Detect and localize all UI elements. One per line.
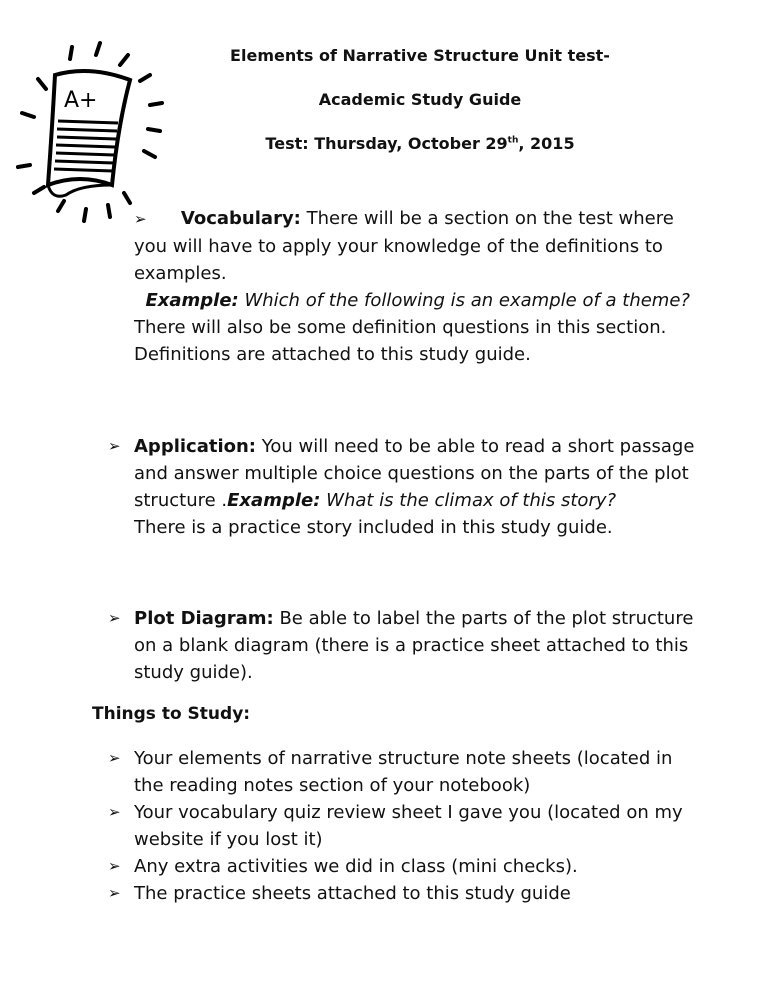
bullet-arrow-icon: ➢ xyxy=(134,210,147,228)
things-to-study-heading: Things to Study: xyxy=(92,704,251,724)
title-line-2: Academic Study Guide xyxy=(318,90,522,109)
application-text: You will need to be able to read a short passage and answer multiple choice questions on the parts of the plot structure . xyxy=(134,436,695,511)
vocabulary-note: There will also be some definition questions in this section. Definitions are attached to this study guide. xyxy=(134,317,667,365)
things-to-study-list xyxy=(108,745,704,907)
application-example-text: What is the climax of this story? xyxy=(320,490,617,511)
application-note: There is a practice story included in this study guide. xyxy=(134,517,613,538)
plot-diagram-section xyxy=(108,605,704,686)
list-item: ➢ The practice sheets attached to this study guide xyxy=(134,880,704,907)
list-item: ➢ Any extra activities we did in class (mini checks). xyxy=(134,853,704,880)
bullet-arrow-icon: ➢ xyxy=(108,857,121,875)
vocabulary-example-text: Which of the following is an example of a theme? xyxy=(238,290,690,311)
application-example-label: Example: xyxy=(227,490,321,511)
vocabulary-label: Vocabulary: xyxy=(180,208,301,229)
application-label: Application: xyxy=(134,436,257,457)
list-item: ➢ Your elements of narrative structure note sheets (located in the reading notes section of your notebook) xyxy=(134,745,704,799)
bullet-arrow-icon: ➢ xyxy=(108,609,121,627)
bullet-arrow-icon: ➢ xyxy=(108,884,121,902)
bullet-arrow-icon: ➢ xyxy=(108,749,121,767)
bullet-arrow-icon: ➢ xyxy=(108,437,121,455)
plot-diagram-text: Be able to label the parts of the plot structure on a blank diagram (there is a practice sheet attached to this study guide). xyxy=(134,608,694,683)
vocabulary-section xyxy=(134,205,694,368)
test-date: Test: Thursday, October 29th, 2015 xyxy=(265,134,575,153)
list-item: ➢ Your vocabulary quiz review sheet I gave you (located on my website if you lost it) xyxy=(134,799,704,853)
title-line-1: Elements of Narrative Structure Unit test- xyxy=(230,46,610,65)
bullet-arrow-icon: ➢ xyxy=(108,803,121,821)
application-section xyxy=(108,433,704,541)
svg-text:A+: A+ xyxy=(64,88,98,113)
vocabulary-text: There will be a section on the test where you will have to apply your knowledge of the definitions to examples. xyxy=(134,208,674,284)
plot-diagram-label: Plot Diagram: xyxy=(134,608,274,629)
vocabulary-example-label: Example: xyxy=(145,290,239,311)
